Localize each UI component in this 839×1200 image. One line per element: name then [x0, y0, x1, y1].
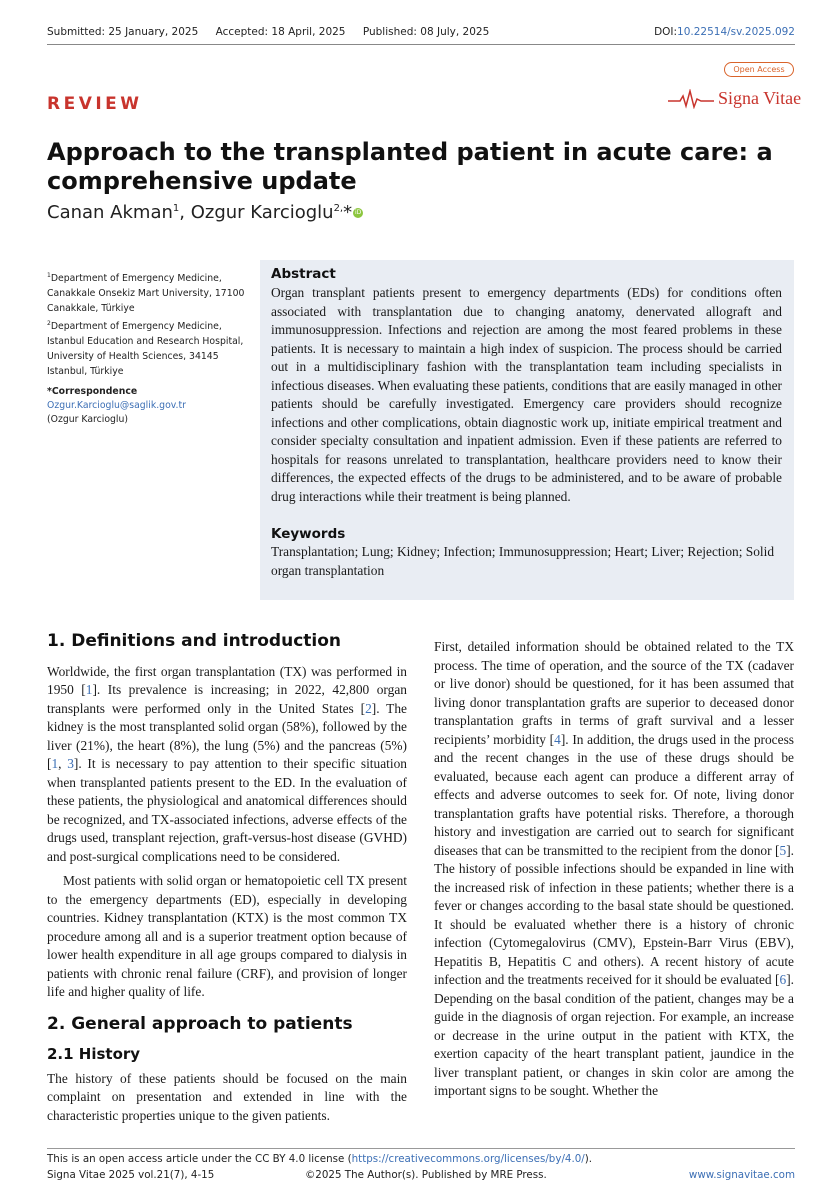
doi	[654, 26, 795, 38]
journal-info: Signa Vitae 2025 vol.21(7), 4-15	[47, 1169, 215, 1181]
article-type: REVIEW	[47, 94, 143, 114]
journal-logo[interactable]	[668, 86, 802, 112]
author-name[interactable]: Canan Akman	[47, 202, 173, 223]
author-affiliation-number: 1	[172, 203, 180, 214]
journal-name: Signa Vitae	[718, 88, 802, 108]
orcid-icon[interactable]: iD	[354, 209, 362, 216]
correspondence-heading: *Correspondence	[47, 386, 138, 397]
citation-link[interactable]: 1	[51, 756, 59, 771]
accepted-date: Accepted: 18 April, 2025	[215, 26, 346, 38]
heartbeat-line-icon	[668, 89, 716, 109]
paragraph: First, detailed information should be obtained related to the TX process. The time of operation, and the source of the TX (cadaver or live donor) should be questioned, for it has been assumed that living donor transplantation grafts are superior to deceased donor transplantation grafts in terms of graft survival and a lesser recipients’ morbidity [4]. In addition, the drugs used in the process and the recent changes in the use of these drugs should be evaluated, because each agent can produce a different array of effects and adverse outcomes to seek for. Of note, living donor transplantation grafts have potential risks. Therefore, a thorough history and investigation are carried out to search for significant diseases that can be transmitted to the recipient from the donor [5]. The history of possible infections should be expanded in line with the increased risk of infection in these patients; whether there is a fever or changes according to the basal state should be questioned. It should be evaluated whether there is a history of chronic infection (Cytomegalovirus (CMV), Epstein-Barr Virus (EBV), Hepatitis B, Hepatitis C and others). A recent history of acute infection and the treatments received for it should be evaluated [6]. Depending on the basal condition of the patient, changes may be a guide in the diagnosis of organ rejection. For example, an increase or decrease in the urine output in the patient with KTX, the exertion capacity of the heart transplant patient, jaundice in the liver transplant patient, or changes in skin color are among the important signs to be sought. Whether the	[434, 639, 794, 1098]
correspondence	[47, 385, 247, 427]
paragraph: Worldwide, the first organ transplantation (TX) was performed in 1950 [1]. Its prevalence is increasing; in 2022, 42,800 organ transplants were performed only in the United States [2]. The kidney is the most transplanted solid organ (58%), followed by the liver (21%), the heart (8%), the lung (5%) and the pancreas (5%) [1, 3]. It is necessary to pay attention to their specific situation when transplanted patients present to the ED. In the evaluation of these patients, the physiological and anatomical differences should be recognized, and TX-associated infections, adverse effects of the drugs used, transplant rejection, graft-versus-host disease (GVHD) and post-surgical complications need to be considered.	[47, 663, 407, 864]
citation-link[interactable]: 6	[779, 972, 787, 987]
body-column-left	[47, 632, 407, 1125]
citation-link[interactable]: 3	[67, 756, 74, 771]
author-affiliation-number: 2,	[333, 203, 344, 214]
subsection-heading: 2.1 History	[47, 1045, 141, 1063]
section-heading: 2. General approach to patients	[47, 1013, 353, 1034]
keywords-heading: Keywords	[271, 526, 346, 542]
citation-link[interactable]: 1	[85, 682, 93, 697]
open-access-badge: Open Access	[724, 62, 794, 77]
copyright: ©2025 The Author(s). Published by MRE Press.	[305, 1169, 547, 1181]
affiliation-text: Department of Emergency Medicine, Istanbul Education and Research Hospital, University of Health Sciences, 34145 Istanbul, Türkiye	[47, 321, 244, 378]
keywords-text: Transplantation; Lung; Kidney; Infection; Immunosuppression; Heart; Liver; Rejection; Solid organ transplantation	[271, 544, 775, 578]
journal-website-link[interactable]: www.signavitae.com	[688, 1169, 795, 1181]
affiliation-item	[47, 316, 247, 379]
paragraph: Most patients with solid organ or hematopoietic cell TX present to the emergency departments (ED), especially in developing countries. Kidney transplantation (KTX) is the most common TX procedure among all and is a superior treatment option because of lower health expenditure in all age groups compared to dialysis in patients with chronic renal failure (CRF), and provision of longer life and higher quality of life.	[47, 873, 407, 999]
doi-label: DOI:	[654, 26, 678, 38]
body-column-right	[434, 638, 794, 1101]
abstract-box	[260, 260, 794, 600]
correspondence-marker: *	[343, 202, 353, 223]
submitted-date: Submitted: 25 January, 2025	[47, 26, 199, 38]
correspondence-email[interactable]: Ozgur.Karcioglu@saglik.gov.tr	[47, 400, 186, 411]
abstract-text: Organ transplant patients present to emergency departments (EDs) for conditions often associated with transplantation due to changing anatomy, denervated allograft and immunosuppression. Infections and rejection are among the most feared problems in these patients. It is necessary to maintain a high index of suspicion. The process should be carried out in a multidisciplinary fashion with the transplantation team including specialists in infectious diseases. When evaluating these patients, conditions that are easily managed in other patients should be carefully investigated. Emergency care providers should recognize infections and other complications, obtain diagnostic work up, initiate empirical treatment and consider specialty consultation and inpatient admission. Even if these patients are referred to hospitals for reasons unrelated to transplantation, healthcare providers need to know their differences, the expected effects of the drugs to be administered, and to be aware of probable drug interactions while their treatment is being planned.	[271, 285, 782, 504]
section-heading: 1. Definitions and introduction	[47, 631, 342, 651]
affiliation-text: Department of Emergency Medicine, Canakkale Onsekiz Mart University, 17100 Canakkale, Türkiye	[47, 273, 245, 315]
affiliation-number: 1	[47, 272, 51, 279]
affiliations	[47, 268, 247, 379]
affiliation-number: 2	[47, 320, 51, 328]
license-link[interactable]: https://creativecommons.org/licenses/by/4.0/	[351, 1153, 585, 1165]
affiliation-item	[47, 268, 247, 316]
footer-divider	[47, 1148, 795, 1149]
author-separator: ,	[179, 202, 191, 223]
doi-link[interactable]: 10.22514/sv.2025.092	[677, 26, 795, 38]
citation-link[interactable]: 4	[554, 731, 561, 747]
paragraph: The history of these patients should be focused on the main complaint on presentation and extended in line with the characteristic properties unique to the given patients.	[47, 1070, 407, 1123]
license-line: This is an open access article under the CC BY 4.0 license (https://creativecommons.org/licenses/by/4.0/).	[47, 1153, 593, 1165]
citation-link[interactable]: 5	[779, 842, 787, 858]
page-footer	[47, 1151, 795, 1183]
correspondence-name: (Ozgur Karcioglu)	[47, 414, 129, 425]
citation-link[interactable]: 2	[365, 700, 372, 716]
abstract-heading: Abstract	[271, 266, 336, 282]
article-title: Approach to the transplanted patient in acute care: a comprehensive update	[47, 138, 773, 195]
author-list	[47, 202, 363, 223]
published-date: Published: 08 July, 2025	[362, 26, 490, 38]
header-divider	[47, 44, 795, 45]
submission-dates-bar	[47, 26, 795, 42]
author-name[interactable]: Ozgur Karcioglu	[190, 202, 334, 223]
